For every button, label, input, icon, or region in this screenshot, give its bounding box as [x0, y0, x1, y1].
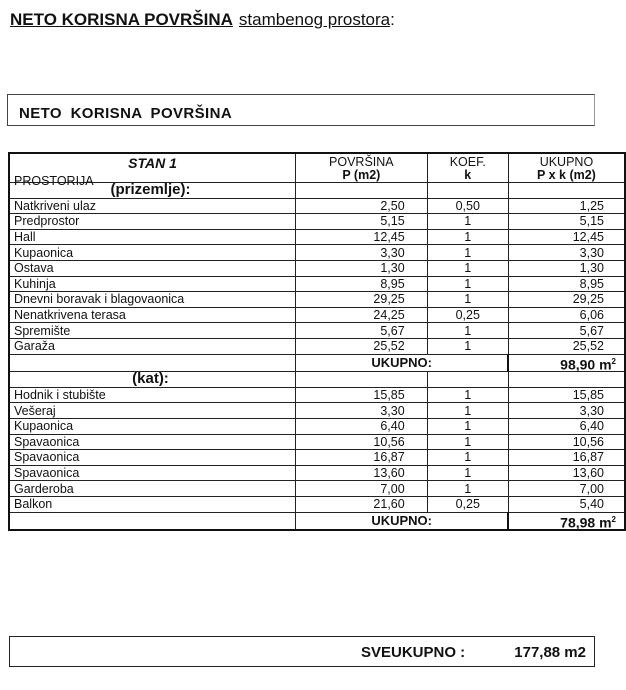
- table-row: [9, 198, 625, 214]
- col-total-label: UKUPNO: [539, 155, 594, 169]
- col-area-label: POVRŠINA: [329, 155, 394, 169]
- table-row: [9, 387, 625, 403]
- sum-label: UKUPNO:: [295, 512, 508, 530]
- section-name: (prizemlje):: [9, 183, 295, 199]
- section-heading: NETO KORISNA POVRŠINA: [19, 105, 233, 122]
- sum-number: 98,90 m: [560, 356, 612, 373]
- room-area: 2,50: [295, 198, 427, 214]
- room-name: Spremište: [9, 323, 295, 339]
- section-row: [9, 372, 625, 388]
- room-total: 5,67: [508, 323, 625, 339]
- room-area: 8,95: [295, 276, 427, 292]
- room-name: Ostava: [9, 260, 295, 276]
- room-coef: 1: [427, 245, 508, 261]
- room-area: 10,56: [295, 434, 427, 450]
- room-coef: 1: [427, 387, 508, 403]
- table-row: [9, 292, 625, 308]
- area-table: [8, 152, 626, 531]
- table-row: [9, 307, 625, 323]
- col-total-unit: P x k (m2): [537, 168, 596, 182]
- room-coef: 1: [427, 418, 508, 434]
- room-coef: 1: [427, 229, 508, 245]
- room-coef: 1: [427, 338, 508, 354]
- table-row: [9, 481, 625, 497]
- room-total: 3,30: [508, 403, 625, 419]
- table-row: [9, 403, 625, 419]
- room-name: Spavaonica: [9, 434, 295, 450]
- table-row: [9, 323, 625, 339]
- section-sum-row: [9, 512, 625, 530]
- room-area: 7,00: [295, 481, 427, 497]
- room-total: 25,52: [508, 338, 625, 354]
- room-coef: 1: [427, 214, 508, 230]
- empty-cell: [427, 372, 508, 388]
- table-row: [9, 260, 625, 276]
- empty-cell: [9, 354, 295, 372]
- room-name: Garderoba: [9, 481, 295, 497]
- room-name: Predprostor: [9, 214, 295, 230]
- room-coef: 1: [427, 434, 508, 450]
- room-coef: 1: [427, 481, 508, 497]
- section-row: [9, 183, 625, 199]
- room-area: 25,52: [295, 338, 427, 354]
- room-coef: 1: [427, 276, 508, 292]
- room-name: Spavaonica: [9, 450, 295, 466]
- room-name: Hall: [9, 229, 295, 245]
- room-name: Nenatkrivena terasa: [9, 307, 295, 323]
- room-area: 3,30: [295, 403, 427, 419]
- sum-value: [508, 512, 625, 530]
- table-row: [9, 229, 625, 245]
- room-coef: 1: [427, 450, 508, 466]
- empty-cell: [508, 372, 625, 388]
- room-total: 12,45: [508, 229, 625, 245]
- title-bold: NETO KORISNA POVRŠINA: [10, 10, 233, 29]
- table-row: [9, 465, 625, 481]
- col-coef-label: KOEF.: [449, 155, 486, 169]
- room-name: Natkriveni ulaz: [9, 198, 295, 214]
- room-total: 29,25: [508, 292, 625, 308]
- room-name: Hodnik i stubište: [9, 387, 295, 403]
- room-area: 5,15: [295, 214, 427, 230]
- room-total: 1,30: [508, 260, 625, 276]
- room-total: 16,87: [508, 450, 625, 466]
- room-area: 3,30: [295, 245, 427, 261]
- empty-cell: [295, 372, 427, 388]
- col-coef-symbol: k: [464, 168, 472, 182]
- table-row: [9, 276, 625, 292]
- table-row: [9, 338, 625, 354]
- empty-cell: [9, 512, 295, 530]
- grand-total-label: SVEUKUPNO :: [361, 644, 466, 661]
- title-colon: :: [390, 10, 395, 29]
- room-name: Dnevni boravak i blagovaonica: [9, 292, 295, 308]
- room-total: 1,25: [508, 198, 625, 214]
- room-total: 6,06: [508, 307, 625, 323]
- room-area: 29,25: [295, 292, 427, 308]
- header-room: [9, 153, 295, 188]
- col-area-unit: P (m2): [342, 168, 381, 182]
- room-coef: 1: [427, 292, 508, 308]
- room-area: 5,67: [295, 323, 427, 339]
- col-room-label: PROSTORIJA: [14, 174, 94, 188]
- room-area: 1,30: [295, 260, 427, 276]
- room-area: 16,87: [295, 450, 427, 466]
- section-sum-row: [9, 354, 625, 372]
- room-total: 5,15: [508, 214, 625, 230]
- room-coef: 1: [427, 465, 508, 481]
- header-coef: [427, 153, 508, 183]
- room-area: 13,60: [295, 465, 427, 481]
- room-area: 21,60: [295, 496, 427, 512]
- room-total: 5,40: [508, 496, 625, 512]
- grand-total-box: [9, 636, 595, 667]
- section-name: (kat):: [9, 372, 295, 388]
- sum-unit-sup: 2: [611, 514, 616, 524]
- room-name: Spavaonica: [9, 465, 295, 481]
- table-header-row: [9, 153, 625, 183]
- table-row: [9, 450, 625, 466]
- room-total: 10,56: [508, 434, 625, 450]
- table-row: [9, 496, 625, 512]
- room-total: 7,00: [508, 481, 625, 497]
- empty-cell: [295, 183, 427, 199]
- title-normal: stambenog prostora: [238, 10, 391, 29]
- room-name: Garaža: [9, 338, 295, 354]
- sum-value: [508, 354, 625, 372]
- room-coef: 1: [427, 323, 508, 339]
- room-area: 15,85: [295, 387, 427, 403]
- room-area: 24,25: [295, 307, 427, 323]
- room-total: 8,95: [508, 276, 625, 292]
- room-name: Kupaonica: [9, 418, 295, 434]
- room-coef: 0,50: [427, 198, 508, 214]
- room-name: Kupaonica: [9, 245, 295, 261]
- empty-cell: [508, 183, 625, 199]
- room-name: Kuhinja: [9, 276, 295, 292]
- room-name: Vešeraj: [9, 403, 295, 419]
- table-row: [9, 245, 625, 261]
- header-area: [295, 153, 427, 183]
- table-row: [9, 434, 625, 450]
- header-total: [508, 153, 625, 183]
- empty-cell: [427, 183, 508, 199]
- room-coef: 1: [427, 403, 508, 419]
- room-coef: 1: [427, 260, 508, 276]
- sum-unit-sup: 2: [611, 356, 616, 366]
- document-title: [10, 10, 395, 30]
- unit-name: STAN 1: [128, 155, 177, 171]
- room-total: 13,60: [508, 465, 625, 481]
- room-total: 3,30: [508, 245, 625, 261]
- room-area: 12,45: [295, 229, 427, 245]
- table-row: [9, 214, 625, 230]
- room-name: Balkon: [9, 496, 295, 512]
- sum-number: 78,98 m: [560, 514, 612, 531]
- room-area: 6,40: [295, 418, 427, 434]
- room-coef: 0,25: [427, 307, 508, 323]
- room-total: 6,40: [508, 418, 625, 434]
- room-total: 15,85: [508, 387, 625, 403]
- room-coef: 0,25: [427, 496, 508, 512]
- grand-total-value: 177,88 m2: [514, 644, 586, 661]
- section-heading-box: [7, 94, 595, 126]
- table-row: [9, 418, 625, 434]
- sum-label: UKUPNO:: [295, 354, 508, 372]
